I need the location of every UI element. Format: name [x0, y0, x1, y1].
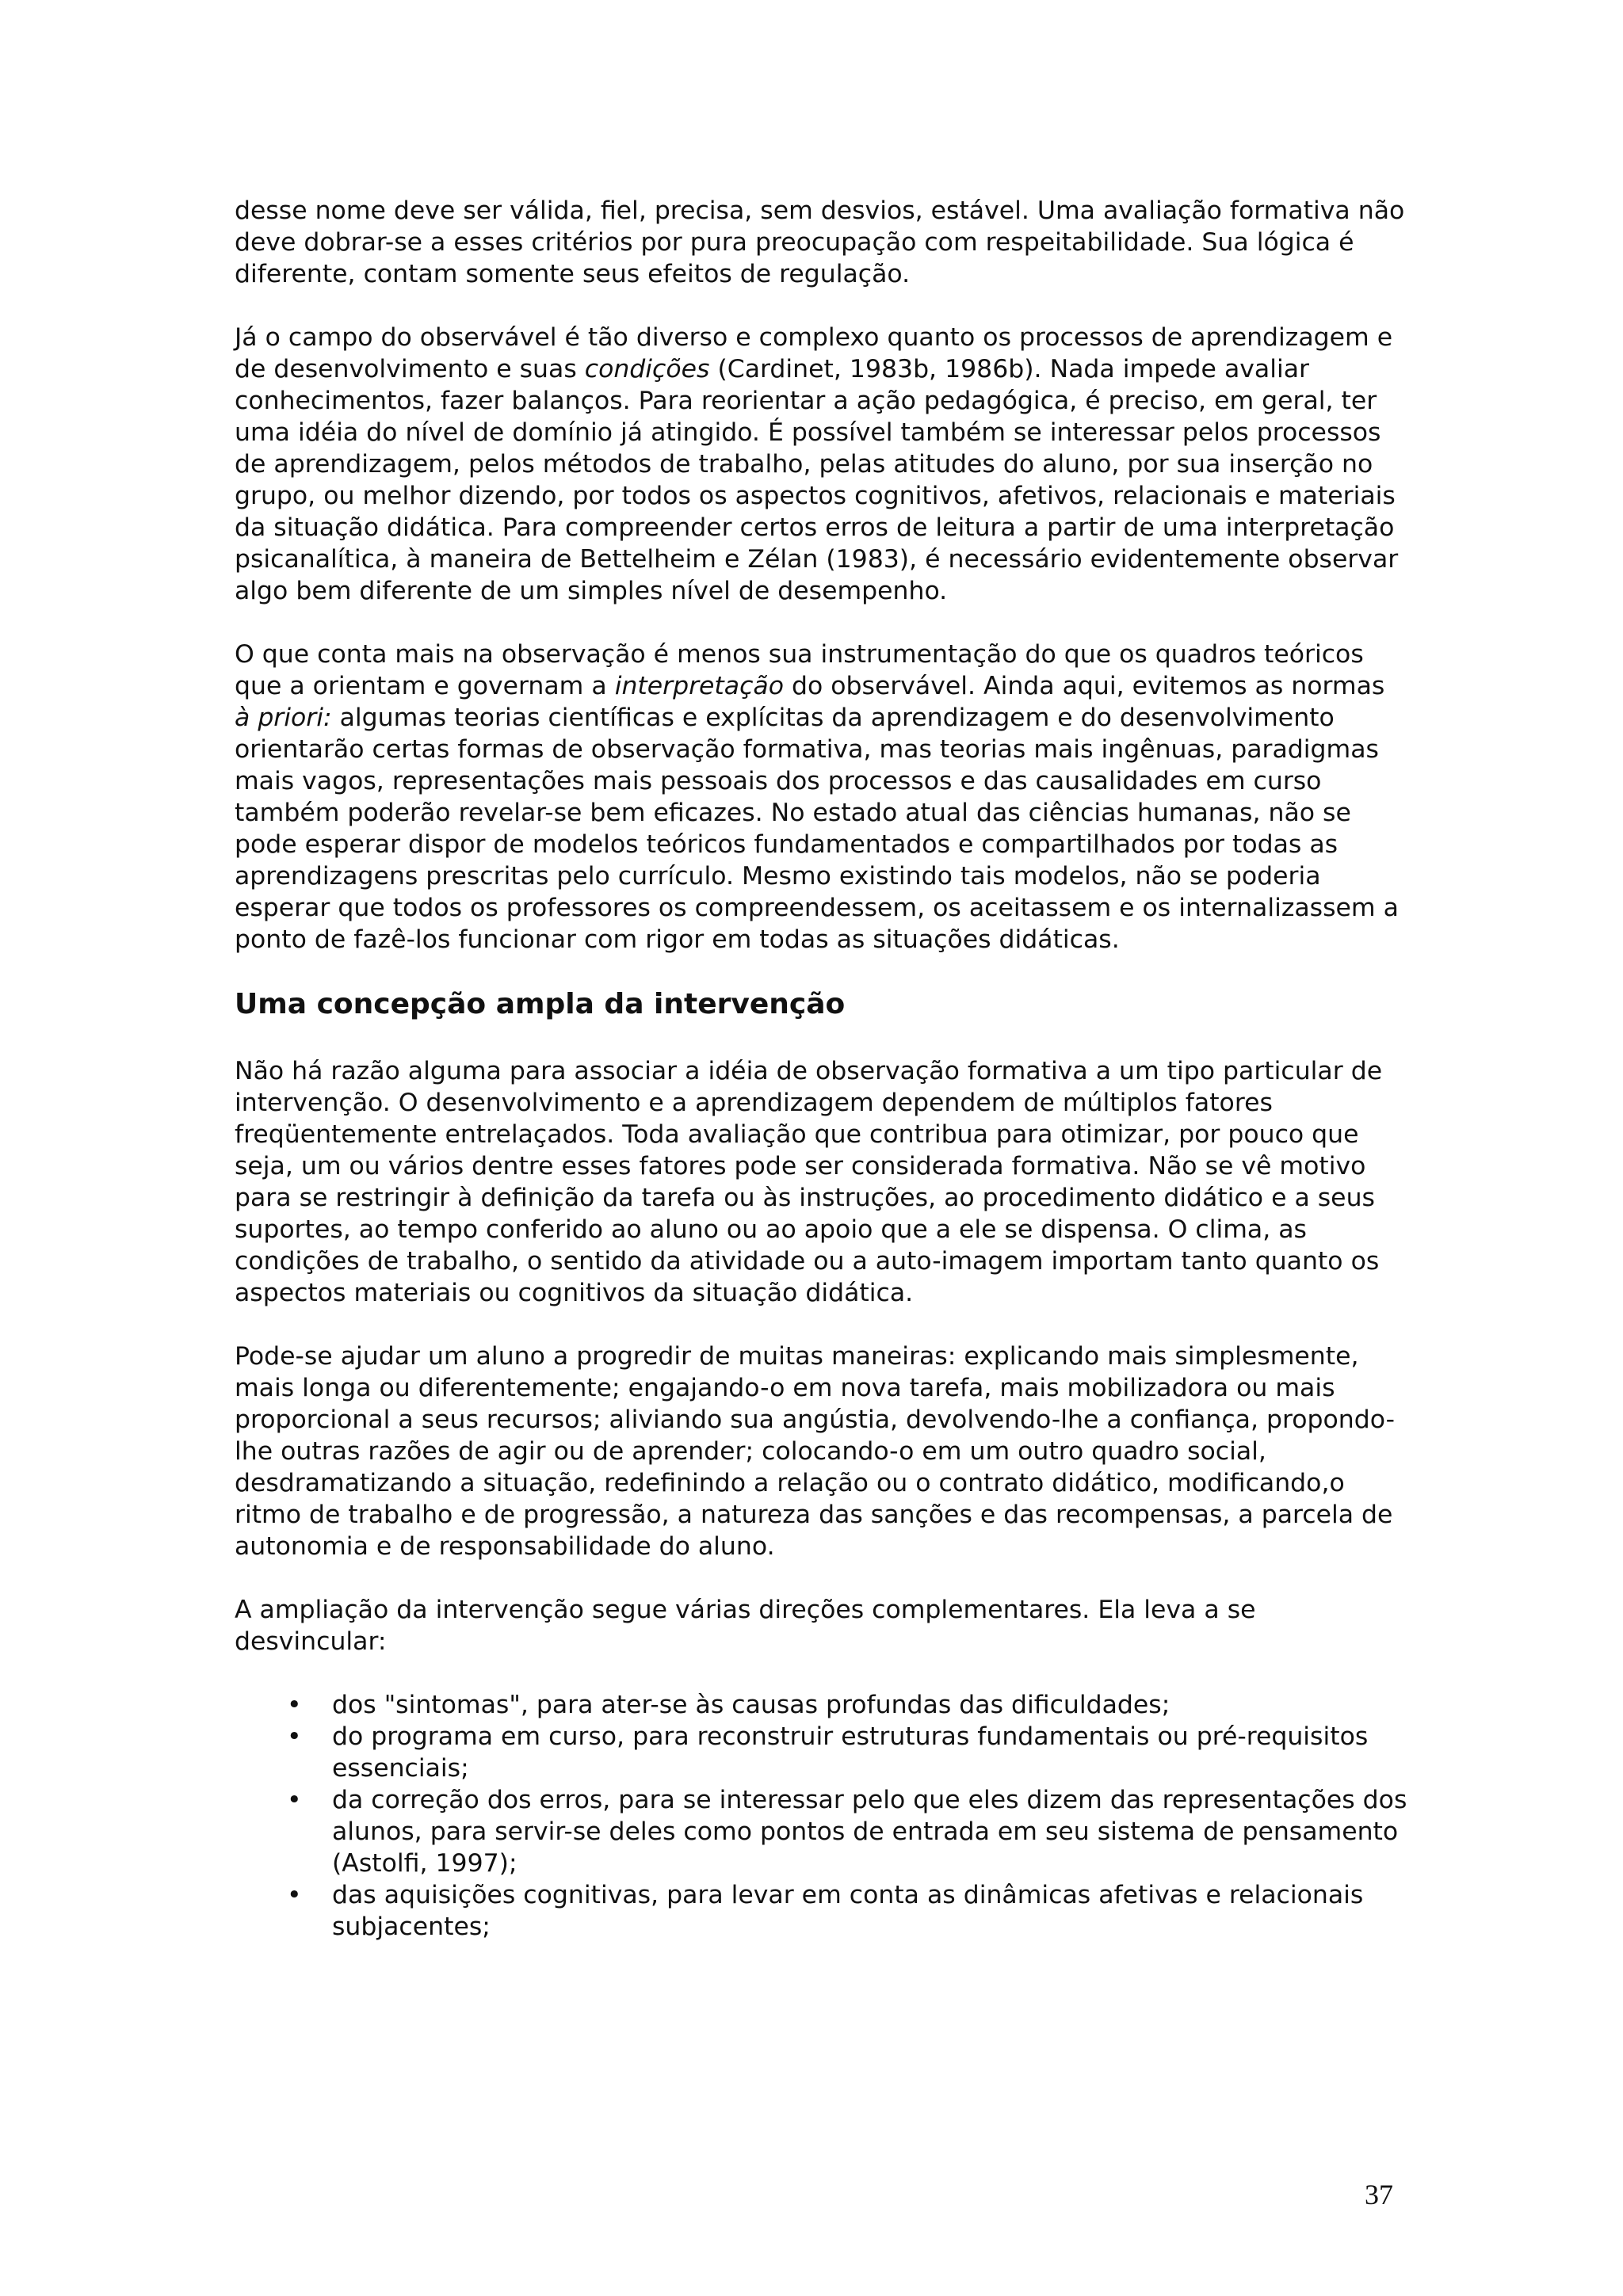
- intro-paragraphs: [235, 195, 1407, 955]
- list-item: [235, 1689, 1407, 1721]
- paragraph-ways-to-help: Pode-se ajudar um aluno a progredir de muitas maneiras: explicando mais simplesmente, mais longa ou diferentemente; engajando-o em nova tarefa, mais mobilizadora ou mais proporcional a seus recursos; aliviando sua angústia, devolvendo-lhe a confiança, propondo-lhe outras razões de agir ou de aprender; colocando-o em um outro quadro social, desdramatizando a situação, redefinindo a relação ou o contrato didático, modificando,o ritmo de trabalho e de progressão, a natureza das sanções e das recompensas, a parcela de autonomia e de responsabilidade do aluno.: [235, 1342, 1395, 1561]
- paragraph: [235, 195, 1407, 290]
- italic-text: interpretação: [614, 672, 784, 700]
- list-item: [235, 1721, 1407, 1784]
- page-number: 37: [1365, 2179, 1393, 2210]
- list-item-text: da correção dos erros, para se interessar pelo que eles dizem das representações dos alunos, para servir-se deles como pontos de entrada em seu sistema de pensamento (Astolfi, 1997);: [332, 1786, 1407, 1878]
- italic-text: condições: [584, 355, 710, 383]
- bullet-list: [235, 1689, 1407, 1943]
- paragraph-intervention-factors: Não há razão alguma para associar a idéia de observação formativa a um tipo particular de intervenção. O desenvolvimento e a aprendizagem dependem de múltiplos fatores freqüentemente entrelaçados. Toda avaliação que contribua para otimizar, por pouco que seja, um ou vários dentre esses fatores pode ser considerada formativa. Não se vê motivo para se restringir à definição da tarefa ou às instruções, ao procedimento didático e a seus suportes, ao tempo conferido ao aluno ou ao apoio que a ele se dispensa. O clima, as condições de trabalho, o sentido da atividade ou a auto-imagem importam tanto quanto os aspectos materiais ou cognitivos da situação didática.: [235, 1057, 1383, 1307]
- paragraph: [235, 322, 1407, 607]
- list-item-text: dos "sintomas", para ater-se às causas profundas das dificuldades;: [332, 1691, 1170, 1719]
- paragraph: [235, 639, 1407, 955]
- text-segment: O que conta mais na observação é menos sua instrumentação do que os quadros teóricos que a orientam e governam a: [235, 640, 1364, 700]
- list-item: [235, 1879, 1407, 1943]
- text-segment: do observável. Ainda aqui, evitemos as normas: [783, 672, 1385, 700]
- text-segment: desse nome deve ser válida, fiel, precisa, sem desvios, estável. Uma avaliação formativa não deve dobrar-se a esses critérios por pura preocupação com respeitabilidade. Sua lógica é diferente, contam somente seus efeitos de regulação.: [235, 196, 1405, 288]
- section-heading: Uma concepção ampla da intervenção: [235, 988, 846, 1020]
- list-item-text: das aquisições cognitivas, para levar em conta as dinâmicas afetivas e relacionais subjacentes;: [332, 1881, 1364, 1941]
- text-segment: algumas teorias científicas e explícitas da aprendizagem e do desenvolvimento orientarão certas formas de observação formativa, mas teorias mais ingênuas, paradigmas mais vagos, representações mais pessoais dos processos e das causalidades em curso também poderão revelar-se bem eficazes. No estado atual das ciências humanas, não se pode esperar dispor de modelos teóricos fundamentados e compartilhados por todas as aprendizagens prescritas pelo currículo. Mesmo existindo tais modelos, não se poderia esperar que todos os professores os compreendessem, os aceitassem e os internalizassem a ponto de fazê-los funcionar com rigor em todas as situações didáticas.: [235, 704, 1399, 954]
- text-segment: (Cardinet, 1983b, 1986b). Nada impede avaliar conhecimentos, fazer balanços. Para reorientar a ação pedagógica, é preciso, em geral, ter uma idéia do nível de domínio já atingido. É possível também se interessar pelos processos de aprendizagem, pelos métodos de trabalho, pelas atitudes do aluno, por sua inserção no grupo, ou melhor dizendo, por todos os aspectos cognitivos, afetivos, relacionais e materiais da situação didática. Para compreender certos erros de leitura a partir de uma interpretação psicanalítica, à maneira de Bettelheim e Zélan (1983), é necessário evidentemente observar algo bem diferente de um simples nível de desempenho.: [235, 355, 1399, 605]
- bullet-icon: •: [287, 1881, 302, 1909]
- paragraph-directions: A ampliação da intervenção segue várias direções complementares. Ela leva a se desvincular:: [235, 1596, 1256, 1656]
- bullet-icon: •: [287, 1722, 302, 1751]
- bullet-icon: •: [287, 1691, 302, 1719]
- italic-text: à priori:: [235, 704, 332, 732]
- list-item: [235, 1784, 1407, 1879]
- bullet-icon: •: [287, 1786, 302, 1814]
- text-segment: Já o campo do observável é tão diverso e complexo quanto os processos de aprendizagem e de desenvolvimento e suas: [235, 323, 1393, 383]
- list-item-text: do programa em curso, para reconstruir estruturas fundamentais ou pré-requisitos essenciais;: [332, 1722, 1369, 1783]
- document-page: [235, 195, 1407, 1943]
